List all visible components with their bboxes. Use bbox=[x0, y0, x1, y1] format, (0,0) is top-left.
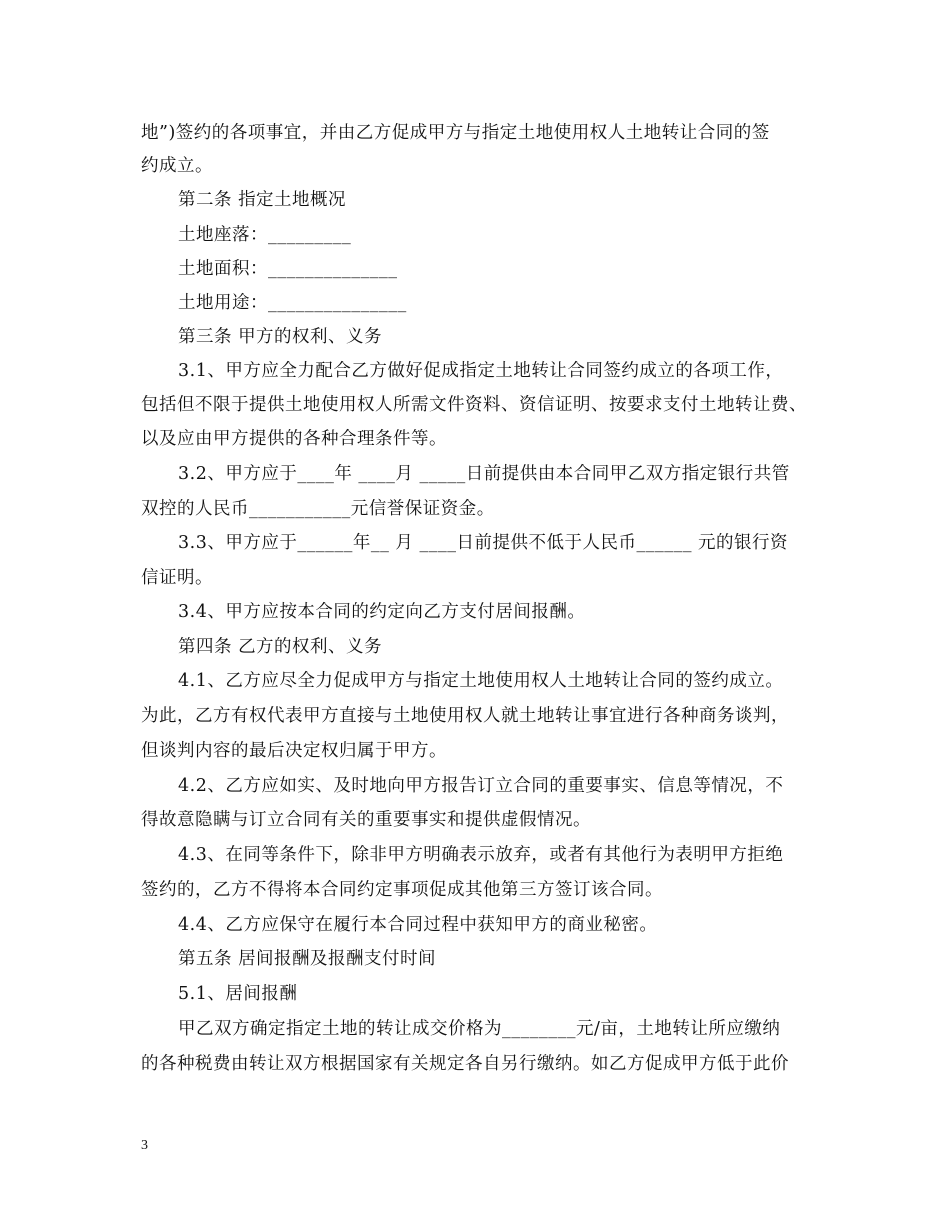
text-line: 土地面积：______________ bbox=[178, 259, 398, 279]
section-heading: 第三条 甲方的权利、义务 bbox=[178, 327, 383, 347]
text-line: 包括但不限于提供土地使用权人所需文件资料、资信证明、按要求支付土地转让费、 bbox=[141, 395, 807, 415]
text-line: 地”)签约的各项事宜，并由乙方促成甲方与指定土地使用权人土地转让合同的签 bbox=[141, 123, 770, 143]
text-line: 3.2、甲方应于____年 ____月 _____日前提供由本合同甲乙双方指定银行共管 bbox=[178, 464, 790, 484]
text-line: 土地用途：_______________ bbox=[178, 293, 407, 313]
text-line: 土地座落：_________ bbox=[178, 225, 352, 245]
text-line: 3.1、甲方应全力配合乙方做好促成指定土地转让合同签约成立的各项工作， bbox=[178, 361, 784, 381]
text-line: 4.4、乙方应保守在履行本合同过程中获知甲方的商业秘密。 bbox=[178, 915, 658, 935]
text-line: 3.3、甲方应于______年__ 月 ____日前提供不低于人民币______ 元的银行资 bbox=[178, 533, 789, 553]
text-line: 4.1、乙方应尽全力促成甲方与指定土地使用权人土地转让合同的签约成立。 bbox=[178, 671, 784, 691]
text-line: 约成立。 bbox=[141, 156, 213, 176]
text-line: 双控的人民币___________元信誉保证资金。 bbox=[141, 499, 495, 519]
text-line: 4.2、乙方应如实、及时地向甲方报告订立合同的重要事实、信息等情况，不 bbox=[178, 776, 784, 796]
text-line: 以及应由甲方提供的各种合理条件等。 bbox=[141, 429, 447, 449]
section-heading: 第四条 乙方的权利、义务 bbox=[178, 637, 383, 657]
text-line: 为此，乙方有权代表甲方直接与土地使用权人就土地转让事宜进行各种商务谈判， bbox=[141, 706, 789, 726]
text-line: 3.4、甲方应按本合同的约定向乙方支付居间报酬。 bbox=[178, 602, 586, 622]
text-line: 但谈判内容的最后决定权归属于甲方。 bbox=[141, 741, 447, 761]
section-heading: 第五条 居间报酬及报酬支付时间 bbox=[178, 949, 437, 969]
text-line: 的各种税费由转让双方根据国家有关规定各自另行缴纳。如乙方促成甲方低于此价 bbox=[141, 1054, 789, 1074]
text-line: 4.3、在同等条件下，除非甲方明确表示放弃，或者有其他行为表明甲方拒绝 bbox=[178, 845, 784, 865]
text-line: 信证明。 bbox=[141, 568, 213, 588]
page-number: 3 bbox=[141, 1138, 148, 1153]
text-line: 签约的，乙方不得将本合同约定事项促成其他第三方签订该合同。 bbox=[141, 880, 663, 900]
text-line: 甲乙双方确定指定土地的转让成交价格为________元/亩，土地转让所应缴纳 bbox=[178, 1019, 781, 1039]
text-line: 得故意隐瞒与订立合同有关的重要事实和提供虚假情况。 bbox=[141, 810, 591, 830]
text-line: 5.1、居间报酬 bbox=[178, 984, 298, 1004]
section-heading: 第二条 指定土地概况 bbox=[178, 190, 347, 210]
